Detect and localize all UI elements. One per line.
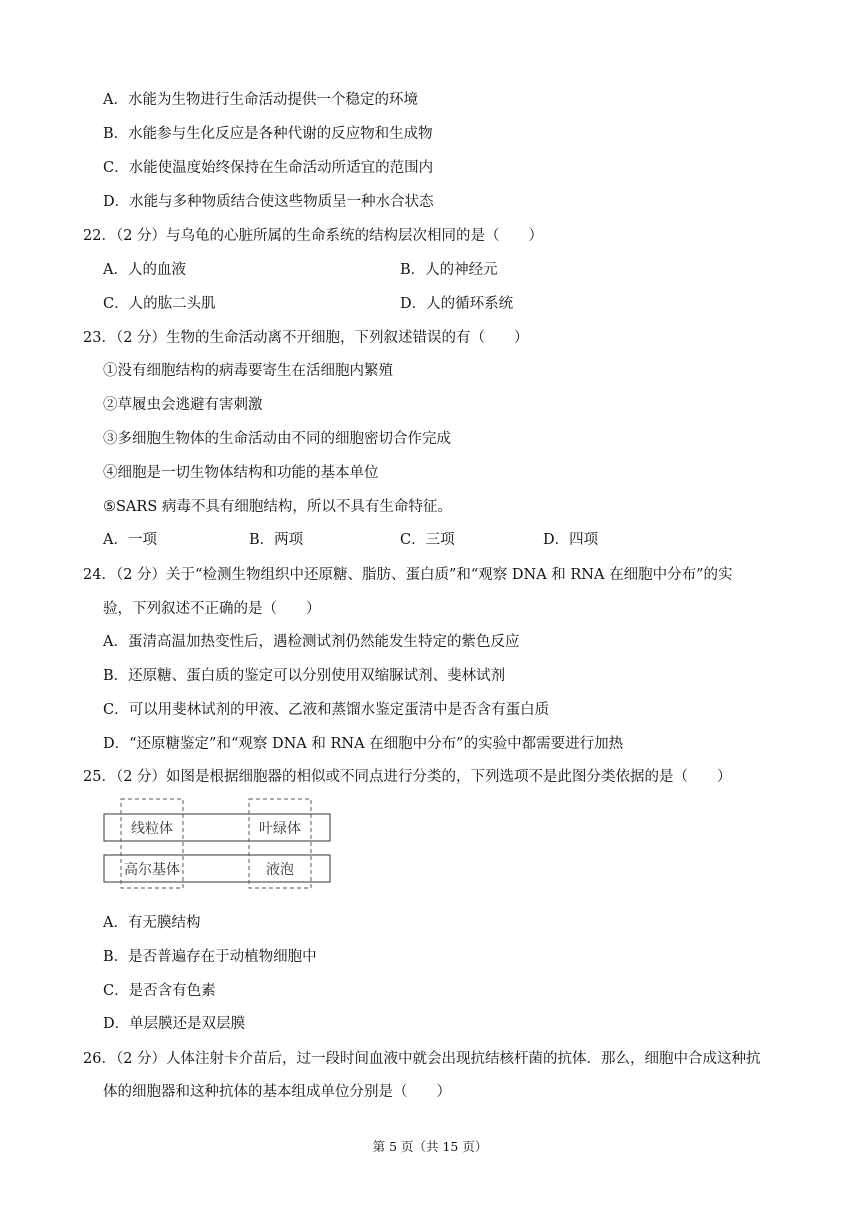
q21-option-b: B．水能参与生化反应是各种代谢的反应物和生成物	[103, 126, 433, 142]
q24-option-b: B．还原糖、蛋白质的鉴定可以分别使用双缩脲试剂、斐林试剂	[103, 668, 506, 684]
page-footer: 第 5 页（共 15 页）	[372, 1139, 488, 1154]
q23-statement-3: ③多细胞生物体的生命活动由不同的细胞密切合作完成	[103, 431, 451, 447]
q24-stem-line2: 验，下列叙述不正确的是（ ）	[103, 601, 321, 617]
q24-option-a: A．蛋清高温加热变性后，遇检测试剂仍然能发生特定的紫色反应	[103, 634, 520, 650]
q23-option-b: B．两项	[249, 532, 304, 548]
q23-statement-2: ②草履虫会逃避有害刺激	[103, 397, 263, 413]
cell-golgi-body: 高尔基体	[124, 862, 180, 878]
q22-option-b: B．人的神经元	[400, 262, 498, 278]
q23-option-d: D．四项	[543, 532, 599, 548]
q21-option-d: D．水能与多种物质结合使这些物质呈一种水合状态	[103, 194, 434, 210]
q22-stem: 22．（2 分）与乌龟的心脏所属的生命系统的结构层次相同的是（ ）	[83, 228, 544, 244]
q22-option-d: D．人的循环系统	[400, 296, 514, 312]
q22-option-a: A．人的血液	[103, 262, 186, 278]
cell-chloroplast: 叶绿体	[259, 821, 301, 837]
cell-mitochondrion: 线粒体	[131, 821, 173, 837]
q26-stem-line1: 26．（2 分）人体注射卡介苗后，过一段时间血液中就会出现抗结核杆菌的抗体．那么，细胞中合成这种抗	[83, 1051, 761, 1067]
cell-vacuole: 液泡	[266, 862, 294, 878]
q23-statement-4: ④细胞是一切生物体结构和功能的基本单位	[103, 465, 379, 481]
q24-option-c: C．可以用斐林试剂的甲液、乙液和蒸馏水鉴定蛋清中是否含有蛋白质	[103, 702, 550, 718]
q24-option-d: D．“还原糖鉴定”和“观察 DNA 和 RNA 在细胞中分布”的实验中都需要进行加热	[103, 736, 624, 752]
q21-option-c: C．水能使温度始终保持在生命活动所适宜的范围内	[103, 160, 434, 176]
q24-stem-line1: 24．（2 分）关于“检测生物组织中还原糖、脂肪、蛋白质”和“观察 DNA 和 RNA 在细胞中分布”的实	[83, 567, 733, 583]
organelle-classification-diagram	[103, 798, 333, 890]
q25-option-b: B．是否普遍存在于动植物细胞中	[103, 949, 317, 965]
q21-option-a: A．水能为生物进行生命活动提供一个稳定的环境	[103, 92, 418, 108]
q25-stem: 25．（2 分）如图是根据细胞器的相似或不同点进行分类的，下列选项不是此图分类依据的是（ ）	[83, 769, 732, 785]
q22-option-c: C．人的肱二头肌	[103, 296, 216, 312]
q25-option-d: D．单层膜还是双层膜	[103, 1016, 246, 1032]
q23-stem: 23．（2 分）生物的生命活动离不开细胞，下列叙述错误的有（ ）	[83, 330, 529, 346]
q25-option-a: A．有无膜结构	[103, 915, 201, 931]
q26-stem-line2: 体的细胞器和这种抗体的基本组成单位分别是（ ）	[103, 1084, 451, 1100]
q23-statement-5: ⑤SARS 病毒不具有细胞结构，所以不具有生命特征。	[103, 499, 452, 515]
q23-option-c: C．三项	[400, 532, 455, 548]
q25-option-c: C．是否含有色素	[103, 983, 216, 999]
q23-statement-1: ①没有细胞结构的病毒要寄生在活细胞内繁殖	[103, 363, 393, 379]
q23-option-a: A．一项	[103, 532, 157, 548]
